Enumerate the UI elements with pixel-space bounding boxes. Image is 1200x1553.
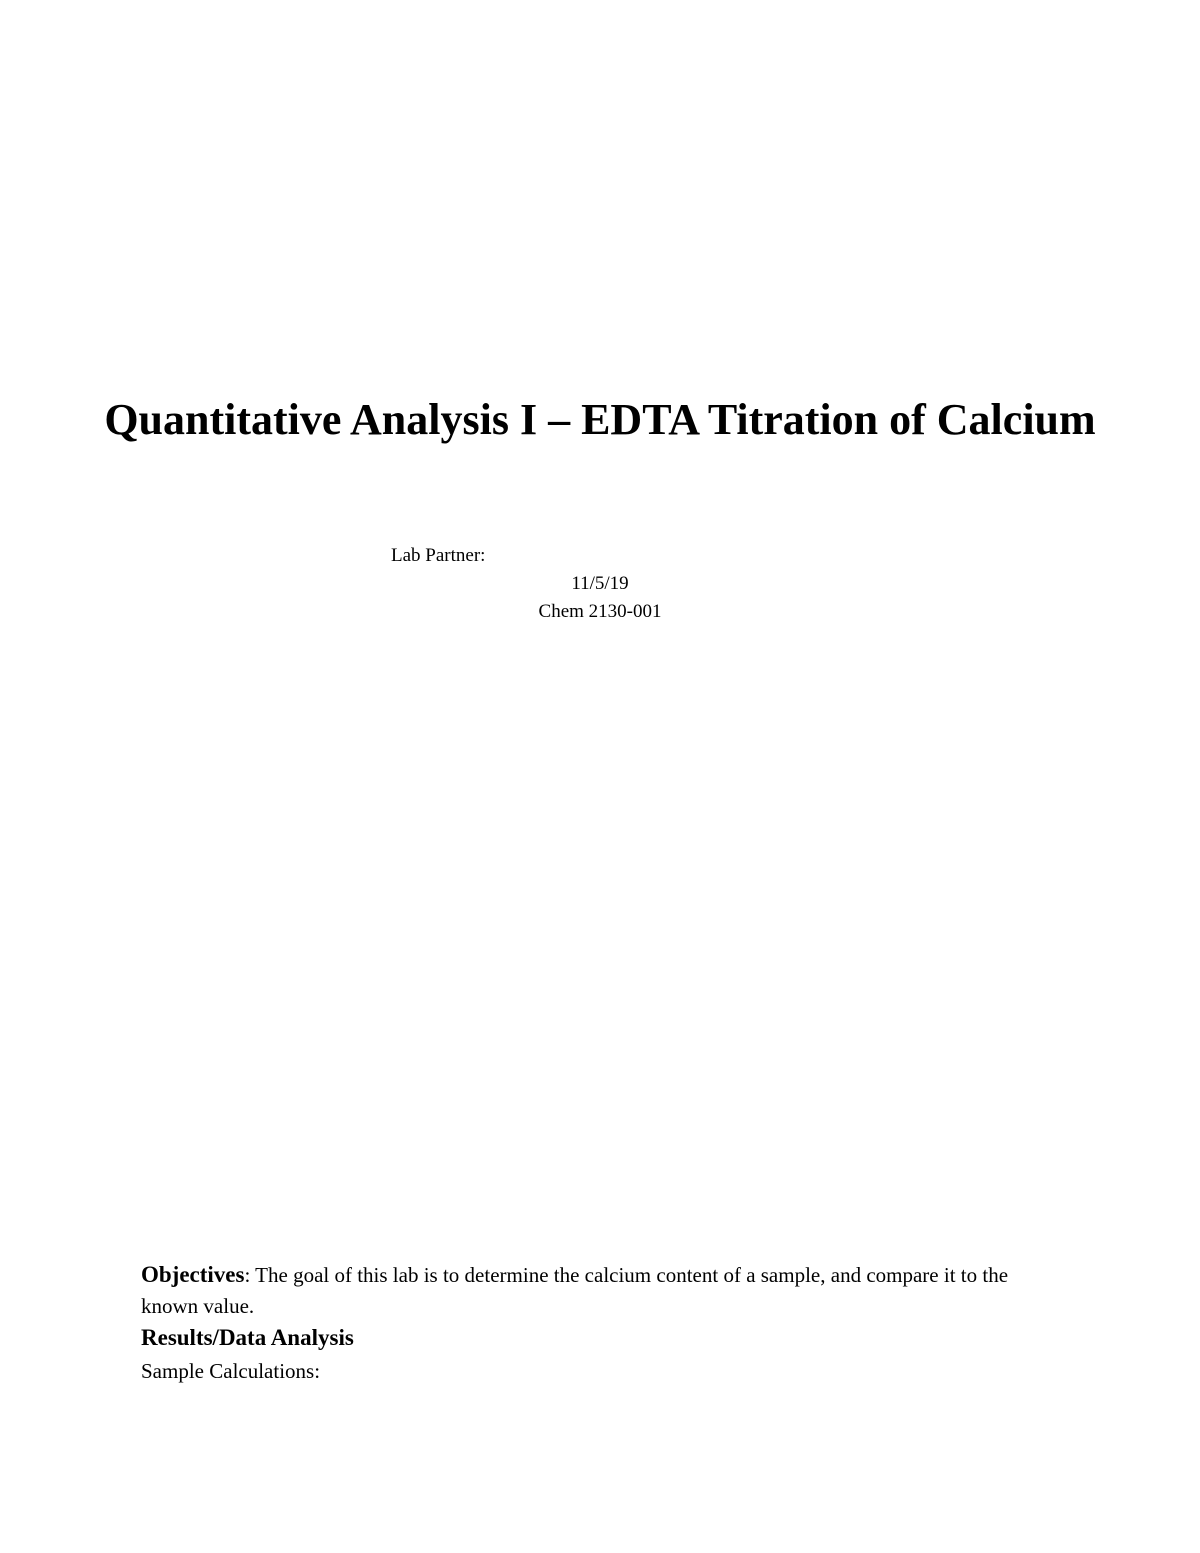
- document-title: Quantitative Analysis I – EDTA Titration of Calcium: [104, 395, 1096, 444]
- report-date: 11/5/19: [571, 573, 629, 594]
- course-code: Chem 2130-001: [538, 601, 662, 622]
- objectives-paragraph: [141, 1259, 1061, 1322]
- sample-calculations-label: Sample Calculations:: [141, 1359, 321, 1383]
- objectives-label: Objectives: [141, 1262, 245, 1287]
- results-heading: Results/Data Analysis: [141, 1325, 354, 1350]
- lab-partner-label: Lab Partner:: [391, 545, 486, 566]
- objectives-text: : The goal of this lab is to determine the calcium content of a sample, and compare it to the known value.: [141, 1263, 1009, 1318]
